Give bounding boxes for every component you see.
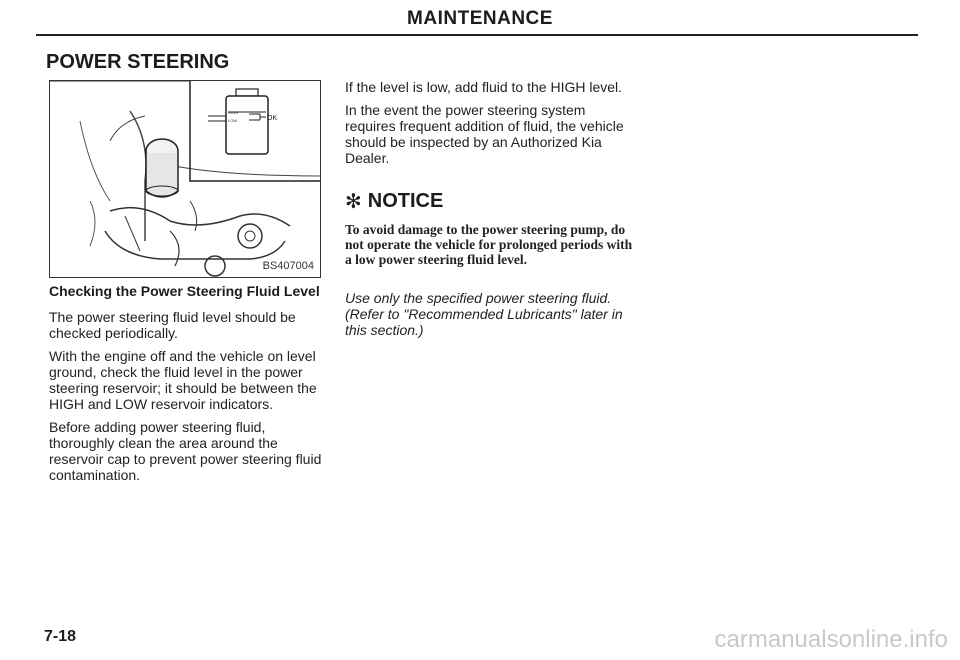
notice-text: To avoid damage to the power steering pump, do not operate the vehicle for prolonged periods with a low power steering fluid level. xyxy=(345,222,633,267)
figure-code: BS407004 xyxy=(262,260,314,272)
subheading: Checking the Power Steering Fluid Level xyxy=(49,283,320,299)
inset-cap xyxy=(236,89,258,96)
paragraph: The power steering fluid level should be checked periodically. xyxy=(49,309,296,341)
right-column xyxy=(345,79,635,338)
lubricant-note: Use only the specified power steering fluid. (Refer to "Recommended Lubricants" later in this section.) xyxy=(345,290,623,338)
paragraph: Before adding power steering fluid, thoroughly clean the area around the reservoir cap to prevent power steering fluid contamination. xyxy=(49,419,322,483)
ok-mark-label: OK xyxy=(267,115,278,122)
section-title: POWER STEERING xyxy=(46,51,230,73)
paragraph: In the event the power steering system requires frequent addition of fluid, the vehicle should be inspected by an Authorized Kia Dealer. xyxy=(345,102,624,166)
high-mark-label: HIGH xyxy=(228,110,238,115)
inset-reservoir xyxy=(226,96,268,154)
paragraph: With the engine off and the vehicle on level ground, check the fluid level in the power steering reservoir; it should be between the HIGH and LOW reservoir indicators. xyxy=(49,348,317,412)
paragraph: If the level is low, add fluid to the HIGH level. xyxy=(345,79,623,95)
page-number: 7-18 xyxy=(44,628,77,645)
left-column xyxy=(49,283,329,490)
watermark: carmanualsonline.info xyxy=(714,626,948,653)
reservoir-illustration xyxy=(50,81,320,277)
notice-title: NOTICE xyxy=(367,190,444,212)
power-steering-figure xyxy=(49,80,321,278)
header-divider xyxy=(36,34,918,36)
header-title: MAINTENANCE xyxy=(407,8,553,29)
notice-heading xyxy=(345,189,635,214)
asterisk-icon: ✻ xyxy=(345,191,362,213)
low-mark-label: LOW xyxy=(228,118,238,123)
